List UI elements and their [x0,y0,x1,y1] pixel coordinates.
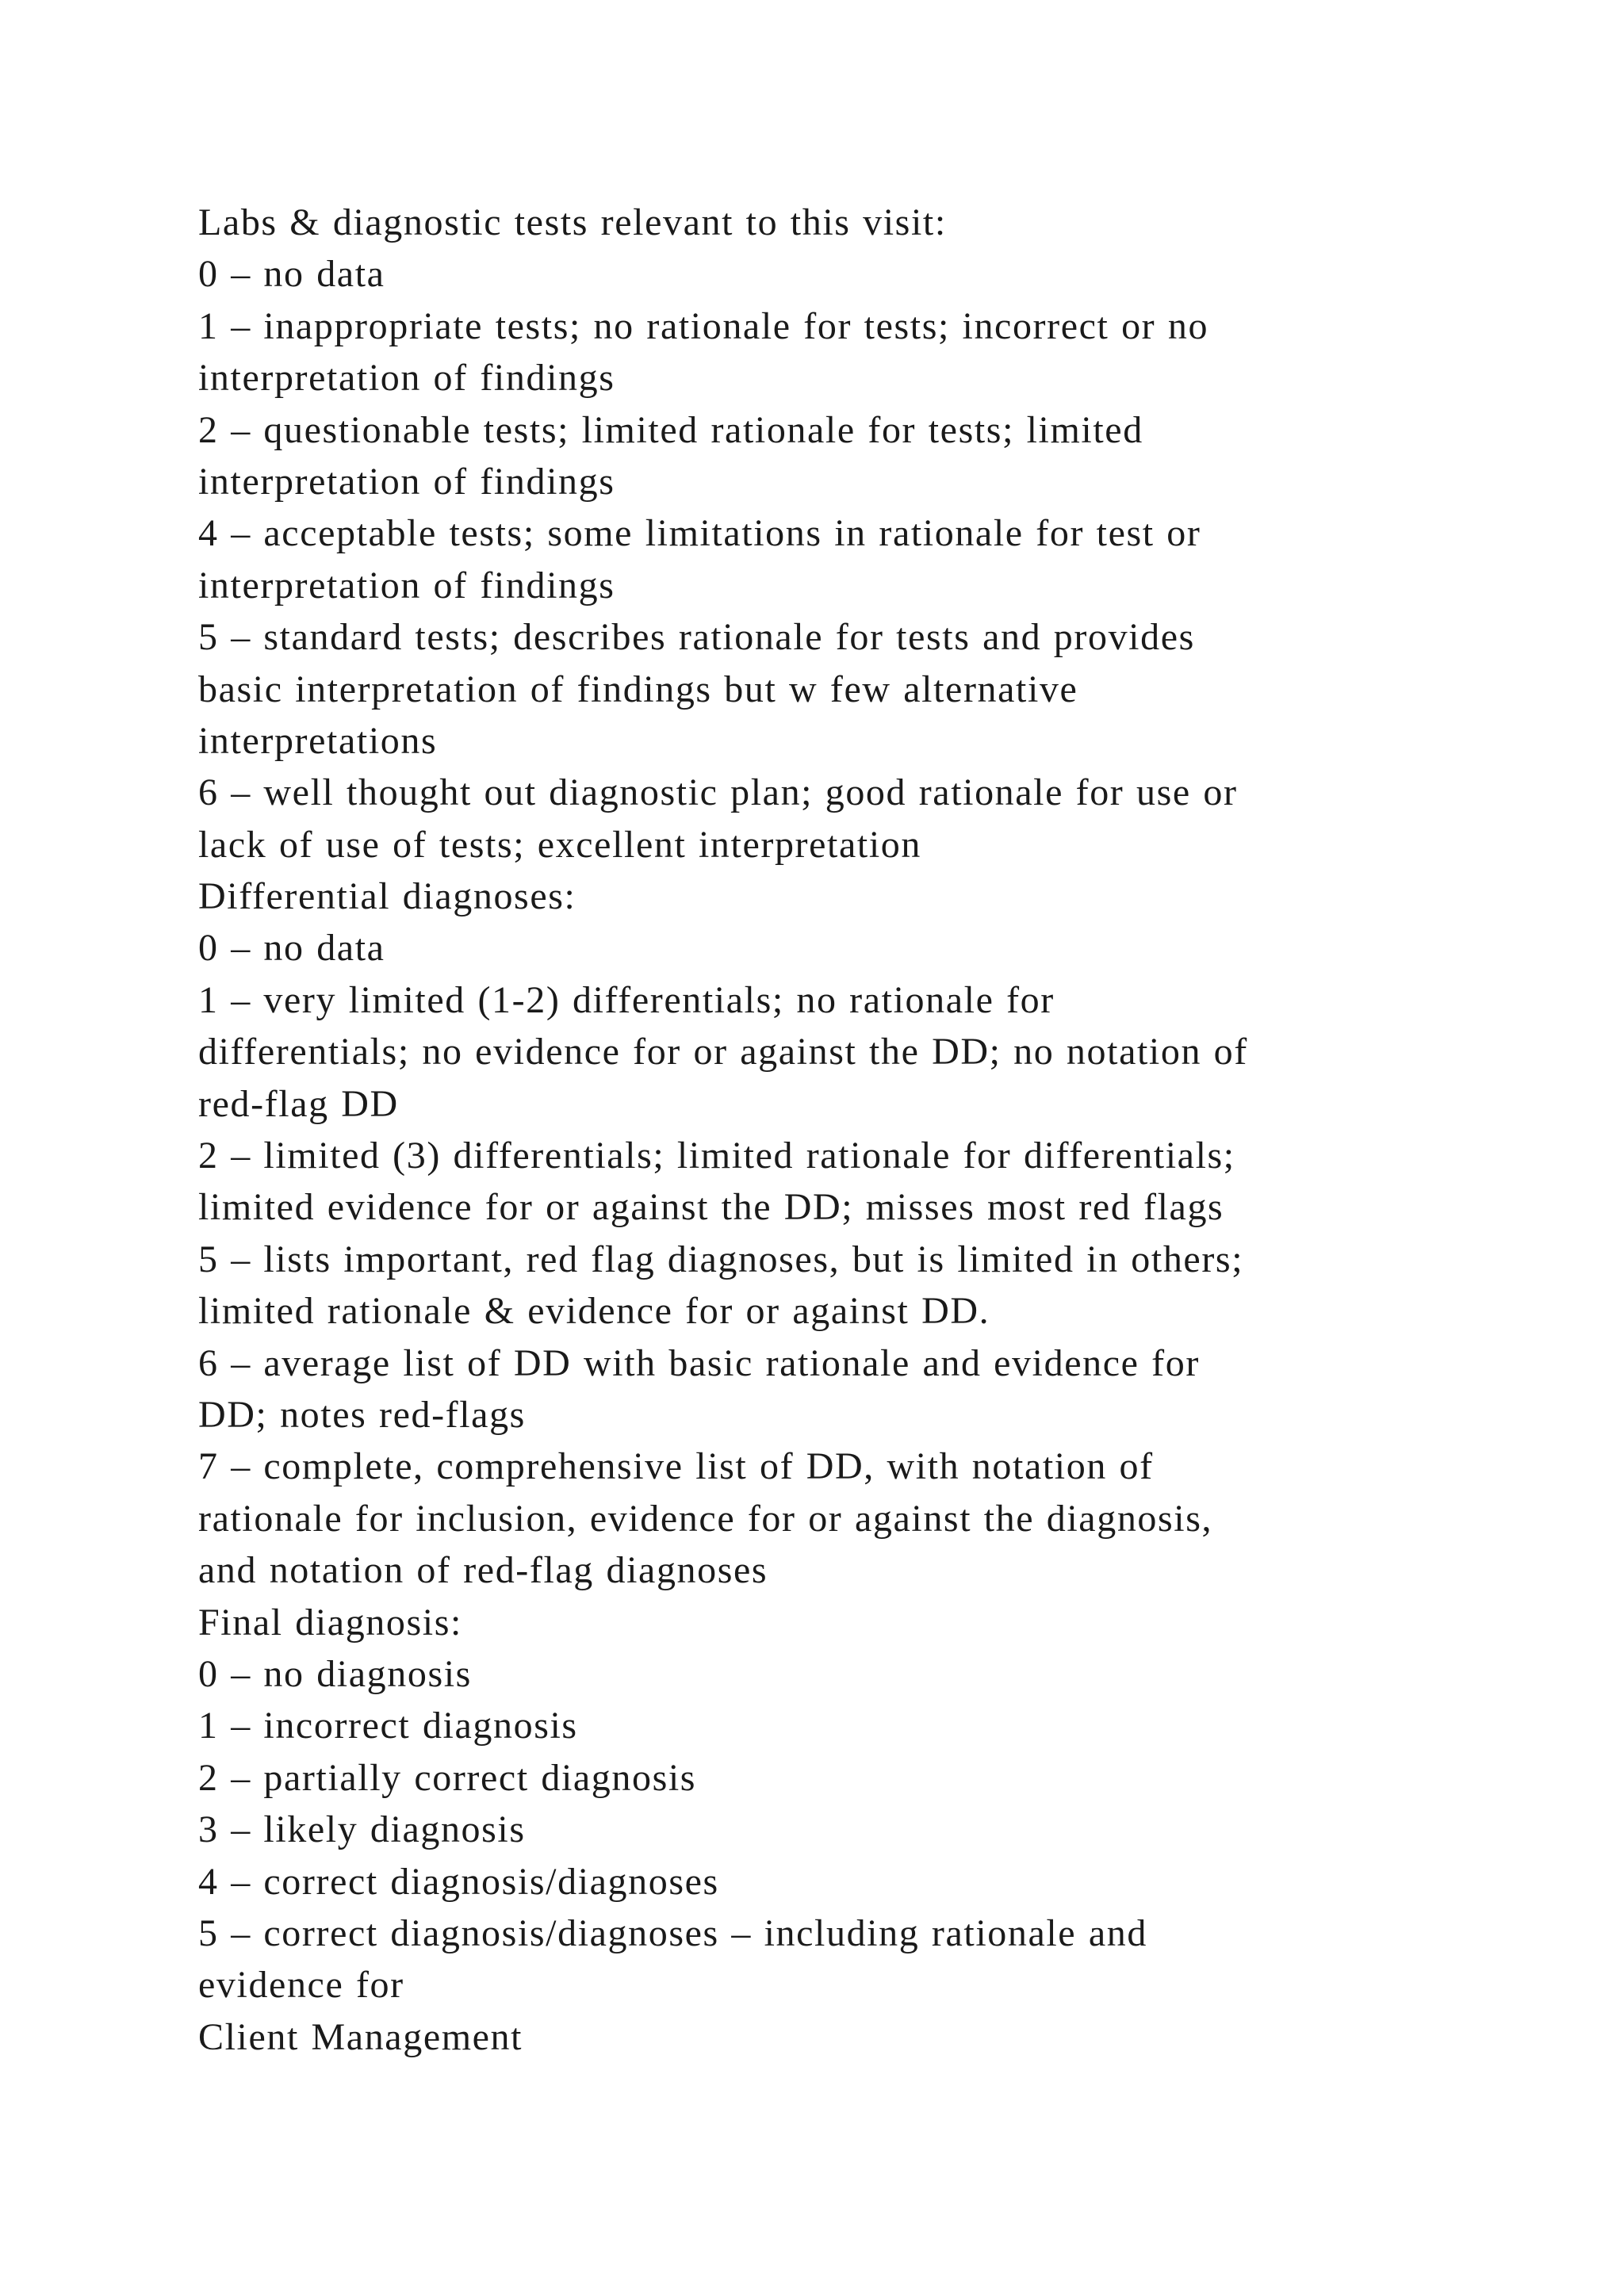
text-line: 5 – lists important, red flag diagnoses, but is limited in others; [198,1238,1244,1280]
document-body [198,197,1435,2063]
text-line: and notation of red-flag diagnoses [198,1549,768,1592]
section-heading-differential: Differential diagnoses: [198,875,576,918]
text-line: 0 – no data [198,927,385,970]
text-line: 7 – complete, comprehensive list of DD, with notation of [198,1445,1154,1488]
text-line: interpretation of findings [198,564,615,607]
text-line: 2 – questionable tests; limited rationale for tests; limited [198,408,1143,451]
text-line: interpretation of findings [198,460,615,503]
text-line: 1 – incorrect diagnosis [198,1705,578,1747]
section-heading-client-management: Client Management [198,2015,523,2058]
text-line: evidence for [198,1964,404,2007]
section-heading-final-diagnosis: Final diagnosis: [198,1601,462,1644]
text-line: 5 – standard tests; describes rationale for tests and provides [198,616,1195,659]
text-line: 2 – partially correct diagnosis [198,1756,697,1799]
text-line: 2 – limited (3) differentials; limited rationale for differentials; [198,1135,1235,1177]
text-line: 6 – average list of DD with basic rationale and evidence for [198,1341,1200,1384]
section-heading-labs: Labs & diagnostic tests relevant to this visit: [198,201,947,243]
text-line: 1 – inappropriate tests; no rationale for tests; incorrect or no [198,304,1209,347]
text-line: limited evidence for or against the DD; misses most red flags [198,1186,1224,1229]
text-line: 6 – well thought out diagnostic plan; good rationale for use or [198,771,1238,814]
text-line: limited rationale & evidence for or against DD. [198,1290,990,1333]
text-line: basic interpretation of findings but w few alternative [198,668,1078,710]
text-line: 4 – acceptable tests; some limitations in rationale for test or [198,512,1201,555]
text-line: 0 – no diagnosis [198,1652,472,1695]
text-line: interpretation of findings [198,357,615,400]
text-line: 0 – no data [198,253,385,296]
text-line: 1 – very limited (1-2) differentials; no rationale for [198,978,1055,1021]
text-line: 3 – likely diagnosis [198,1808,526,1851]
text-line: red-flag DD [198,1082,399,1125]
text-line: interpretations [198,719,438,762]
text-line: differentials; no evidence for or against the DD; no notation of [198,1031,1248,1073]
text-line: lack of use of tests; excellent interpretation [198,823,921,866]
text-line: rationale for inclusion, evidence for or against the diagnosis, [198,1497,1213,1540]
text-line: 5 – correct diagnosis/diagnoses – including rationale and [198,1911,1147,1954]
text-line: DD; notes red-flags [198,1393,526,1436]
text-line: 4 – correct diagnosis/diagnoses [198,1860,719,1903]
